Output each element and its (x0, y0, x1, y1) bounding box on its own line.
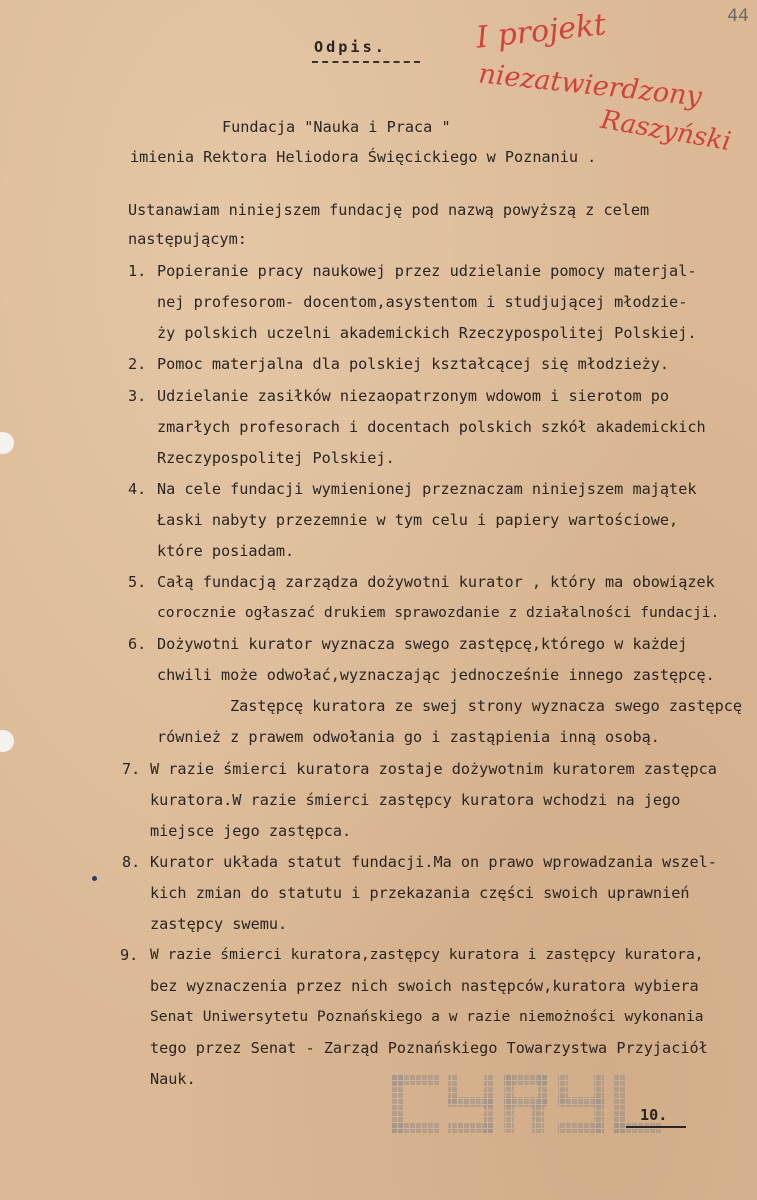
item-4-number: 4. (128, 480, 147, 498)
item-6-continuation-2: również z prawem odwołania go i zastąpienia inną osobą. (157, 728, 660, 746)
item-2-number: 2. (128, 355, 147, 373)
item-7-line-3: miejsce jego zastępca. (150, 822, 352, 840)
handwritten-note-line-2: niezatwierdzony (476, 58, 704, 113)
item-3-line-3: Rzeczypospolitej Polskiej. (157, 449, 395, 467)
foundation-title: Fundacja "Nauka i Praca " (222, 118, 451, 136)
item-6-continuation-1: Zastępcę kuratora ze swej strony wyznacza swego zastępcę (230, 697, 743, 715)
heading-underline (312, 61, 420, 63)
document-heading: Odpis. (314, 38, 387, 56)
item-3-line-2: zmarłych profesorach i docentach polskich szkół akademickich (157, 418, 706, 436)
item-5-line-1: Całą fundacją zarządza dożywotni kurator , który ma obowiązek (157, 573, 715, 591)
intro-line-2: następującym: (128, 230, 247, 248)
hole-punch-top (0, 432, 14, 454)
item-9-line-3: Senat Uniwersytetu Poznańskiego a w razie niemożności wykonania (150, 1008, 704, 1025)
item-4-line-1: Na cele fundacji wymienionej przeznaczam niniejszem majątek (157, 480, 697, 498)
item-9-line-1: W razie śmierci kuratora,zastępcy kuratora i zastępcy kuratora, (150, 946, 704, 963)
item-8-line-2: kich zmian do statutu i przekazania części swoich uprawnień (150, 884, 690, 902)
hole-punch-bottom (0, 730, 14, 752)
item-7-line-1: W razie śmierci kuratora zostaje dożywotnim kuratorem zastępca (150, 760, 717, 778)
item-9-line-5: Nauk. (150, 1070, 196, 1088)
foundation-subtitle: imienia Rektora Heliodora Święcickiego w Poznaniu . (130, 148, 597, 166)
handwritten-signature: Raszyński (598, 104, 734, 158)
item-5-line-2: corocznie ogłaszać drukiem sprawozdanie z działalności fundacji. (157, 604, 720, 621)
archive-page-number: 44 (727, 6, 749, 26)
intro-line-1: Ustanawiam niniejszem fundację pod nazwą powyższą z celem (128, 201, 650, 219)
item-3-line-1: Udzielanie zasiłków niezaopatrzonym wdowom i sierotom po (157, 387, 670, 405)
item-7-line-2: kuratora.W razie śmierci zastępcy kuratora wchodzi na jego (150, 791, 681, 809)
page-number-underline (626, 1126, 686, 1128)
cyryl-watermark-logo (392, 1075, 662, 1133)
item-9-line-4: tego przez Senat - Zarząd Poznańskiego Towarzystwa Przyjaciół (150, 1039, 708, 1057)
item-6-number: 6. (128, 635, 147, 653)
item-8-number: 8. (122, 853, 141, 871)
item-1-number: 1. (128, 262, 147, 280)
item-9-number: 9. (120, 946, 139, 964)
item-6-line-1: Dożywotni kurator wyznacza swego zastępcę,którego w każdej (157, 635, 688, 653)
item-1-line-3: ży polskich uczelni akademickich Rzeczypospolitej Polskiej. (157, 324, 697, 342)
item-7-number: 7. (122, 760, 141, 778)
item-9-line-2: bez wyznaczenia przez nich swoich następców,kuratora wybiera (150, 977, 699, 995)
item-2-line-1: Pomoc materjalna dla polskiej kształcącej się młodzieży. (157, 355, 670, 373)
item-4-line-2: Łaski nabyty przezemnie w tym celu i papiery wartościowe, (157, 511, 679, 529)
item-1-line-2: nej profesorom- docentom,asystentom i studjującej młodzie- (157, 293, 688, 311)
item-6-line-2: chwili może odwołać,wyznaczając jednocześnie innego zastępcę. (157, 666, 715, 684)
item-5-number: 5. (128, 573, 147, 591)
handwritten-note-line-1: I projekt (474, 7, 608, 56)
item-1-line-1: Popieranie pracy naukowej przez udzielanie pomocy materjal- (157, 262, 697, 280)
ink-mark (92, 876, 97, 881)
item-8-line-1: Kurator układa statut fundacji.Ma on prawo wprowadzania wszel- (150, 853, 717, 871)
item-3-number: 3. (128, 387, 147, 405)
item-8-line-3: zastępcy swemu. (150, 915, 288, 933)
page-number: 10. (640, 1106, 668, 1124)
item-4-line-3: które posiadam. (157, 542, 295, 560)
